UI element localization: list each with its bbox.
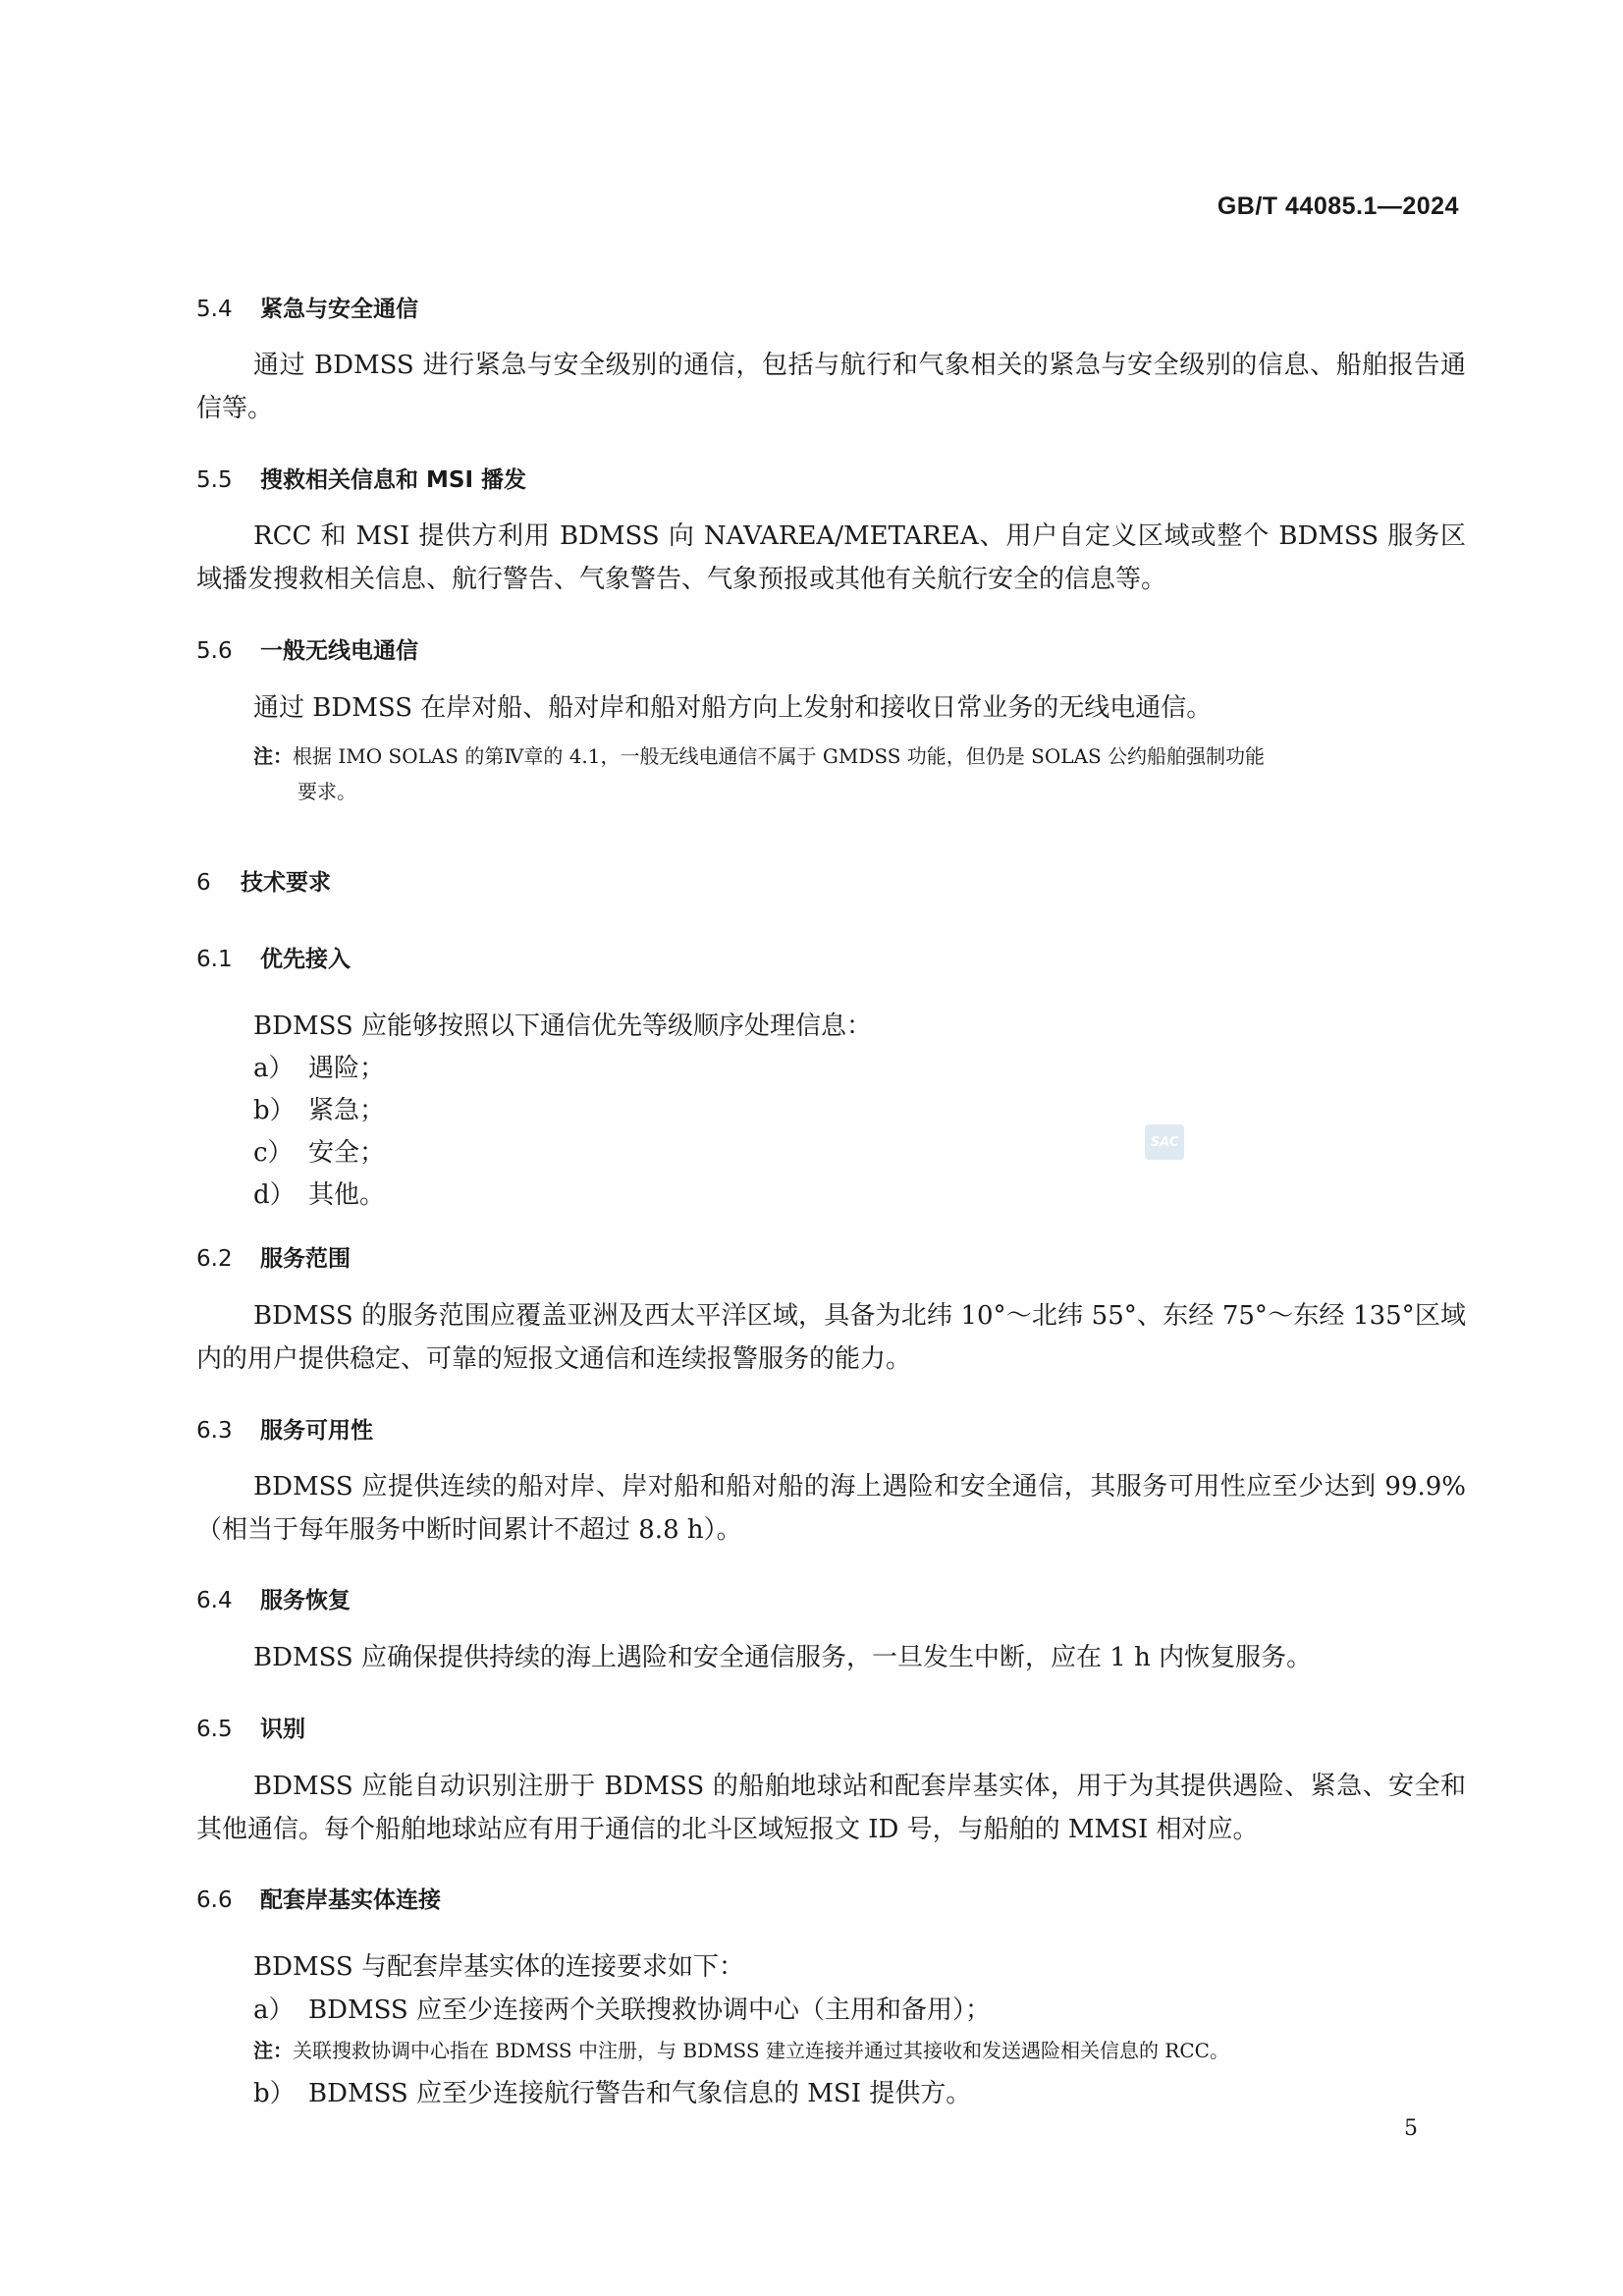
section-6-6-note: [253, 2033, 1466, 2068]
list-text: 安全；: [308, 1138, 386, 1168]
section-title: 搜救相关信息和 MSI 播发: [260, 467, 527, 493]
section-number: 6.4: [196, 1588, 233, 1613]
list-item: [253, 1090, 385, 1126]
section-number: 6.3: [196, 1418, 233, 1444]
section-6-4-heading: [196, 1582, 351, 1614]
section-5-6-heading: [196, 632, 418, 665]
section-title: 优先接入: [260, 947, 351, 972]
section-title: 技术要求: [241, 870, 331, 896]
list-label: b）: [253, 1096, 296, 1125]
list-item: [253, 1175, 385, 1211]
section-number: 6.5: [196, 1717, 233, 1742]
section-title: 一般无线电通信: [260, 638, 418, 664]
section-6-2-heading: [196, 1240, 351, 1273]
section-number: 6.6: [196, 1887, 233, 1913]
section-number: 5.5: [196, 467, 233, 493]
section-6-1-heading: [196, 941, 351, 973]
section-number: 6: [196, 870, 211, 896]
section-number: 6.1: [196, 947, 233, 972]
section-6-5-body: BDMSS 应能自动识别注册于 BDMSS 的船舶地球站和配套岸基实体，用于为其提供遇险、紧急、安全和其他通信。每个船舶地球站应有用于通信的北斗区域短报文 ID 号，与船舶的 MMSI 相对应。: [196, 1772, 1466, 1844]
section-6-3-body: BDMSS 应提供连续的船对岸、岸对船和船对船的海上遇险和安全通信，其服务可用性应至少达到 99.9%（相当于每年服务中断时间累计不超过 8.8 h）。: [196, 1472, 1466, 1545]
note-label: 注：: [253, 744, 293, 768]
section-5-5-heading: [196, 462, 526, 494]
note-text: 根据 IMO SOLAS 的第Ⅳ章的 4.1，一般无线电通信不属于 GMDSS 功能，但仍是 SOLAS 公约船舶强制功能: [293, 744, 1266, 768]
sac-watermark-logo: SAC: [1145, 1124, 1184, 1160]
list-text: 其他。: [308, 1180, 386, 1210]
section-title: 配套岸基实体连接: [260, 1887, 441, 1913]
section-title: 服务范围: [260, 1246, 351, 1272]
list-label: d）: [253, 1180, 296, 1210]
section-title: 识别: [260, 1717, 305, 1742]
section-6-5-heading: [196, 1711, 305, 1743]
section-6-2-body: BDMSS 的服务范围应覆盖亚洲及西太平洋区域，具备为北纬 10°～北纬 55°、东经 75°～东经 135°区域内的用户提供稳定、可靠的短报文通信和连续报警服务的能力。: [196, 1301, 1466, 1374]
note-continuation: 要求。: [298, 780, 356, 803]
section-title: 服务恢复: [260, 1588, 351, 1613]
note-label: 注：: [253, 2039, 293, 2062]
section-number: 5.4: [196, 297, 233, 322]
section-6-4-body: BDMSS 应确保提供持续的海上遇险和安全通信服务，一旦发生中断，应在 1 h 内恢复服务。: [253, 1643, 1313, 1672]
section-5-6-body: 通过 BDMSS 在岸对船、船对岸和船对船方向上发射和接收日常业务的无线电通信。: [253, 693, 1213, 723]
section-title: 紧急与安全通信: [260, 297, 418, 322]
section-number: 5.6: [196, 638, 233, 664]
list-label: a）: [253, 1995, 295, 2025]
list-label: a）: [253, 1054, 295, 1083]
list-text: 遇险；: [308, 1054, 386, 1083]
section-6-6-intro: BDMSS 与配套岸基实体的连接要求如下：: [253, 1952, 745, 1982]
list-item: [253, 1048, 385, 1084]
section-6-3-heading: [196, 1412, 373, 1445]
section-5-5-body: RCC 和 MSI 提供方利用 BDMSS 向 NAVAREA/METAREA、用户自定义区域或整个 BDMSS 服务区域播发搜救相关信息、航行警告、气象警告、气象预报或其他有关航行安全的信息等。: [196, 521, 1466, 594]
note-text: 关联搜救协调中心指在 BDMSS 中注册，与 BDMSS 建立连接并通过其接收和发送遇险相关信息的 RCC。: [293, 2039, 1229, 2062]
document-code: GB/T 44085.1—2024: [1217, 192, 1459, 220]
section-title: 服务可用性: [260, 1418, 373, 1444]
section-6-1-intro: BDMSS 应能够按照以下通信优先等级顺序处理信息：: [253, 1011, 873, 1041]
section-6-heading: [196, 864, 331, 897]
list-text: 紧急；: [308, 1096, 386, 1125]
list-item: [253, 2073, 971, 2109]
list-item: [253, 1132, 385, 1169]
list-text: BDMSS 应至少连接两个关联搜救协调中心（主用和备用）；: [308, 1995, 992, 2025]
list-text: BDMSS 应至少连接航行警告和气象信息的 MSI 提供方。: [308, 2079, 972, 2108]
list-label: c）: [253, 1138, 294, 1168]
section-6-6-heading: [196, 1882, 441, 1914]
list-item: [253, 1990, 991, 2026]
list-label: b）: [253, 2079, 296, 2108]
section-5-4-body: 通过 BDMSS 进行紧急与安全级别的通信，包括与航行和气象相关的紧急与安全级别的信息、船舶报告通信等。: [196, 351, 1466, 423]
section-5-6-note: [253, 738, 1466, 809]
page-number: 5: [1404, 2116, 1418, 2141]
section-number: 6.2: [196, 1246, 233, 1272]
section-5-4-heading: [196, 291, 418, 323]
